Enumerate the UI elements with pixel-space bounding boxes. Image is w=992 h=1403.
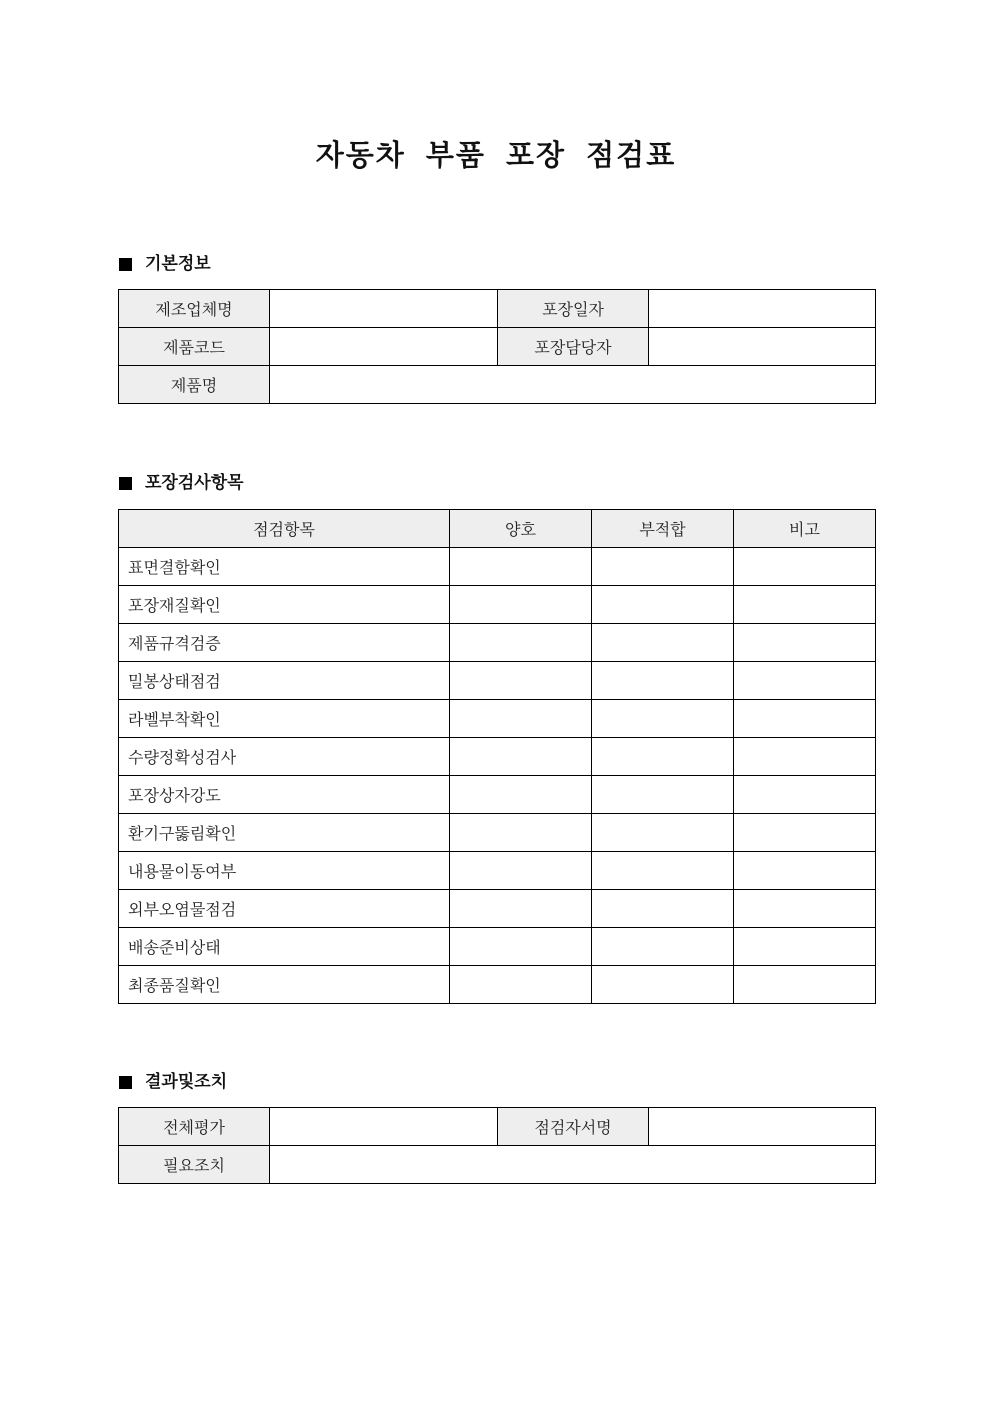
table-row [119, 586, 876, 624]
good-cell[interactable] [450, 852, 592, 890]
packing-date-field[interactable] [649, 290, 876, 328]
page-title: 자동차 부품 포장 점검표 [315, 138, 677, 172]
remarks-cell[interactable] [734, 586, 876, 624]
inspector-signature-field[interactable] [649, 1108, 876, 1146]
remarks-cell[interactable] [734, 852, 876, 890]
required-action-field[interactable] [270, 1146, 876, 1184]
basic-info-table [118, 289, 876, 404]
table-row [119, 700, 876, 738]
good-cell[interactable] [450, 586, 592, 624]
inspector-signature-label: 점검자서명 [498, 1108, 649, 1146]
product-code-label: 제품코드 [119, 328, 270, 366]
section-heading-label: 기본정보 [145, 254, 211, 274]
table-row [119, 290, 876, 328]
product-name-field[interactable] [270, 366, 876, 404]
good-cell[interactable] [450, 548, 592, 586]
good-cell[interactable] [450, 738, 592, 776]
square-bullet-icon [119, 477, 132, 490]
nonconforming-cell[interactable] [592, 814, 734, 852]
good-cell[interactable] [450, 890, 592, 928]
inspection-item: 포장재질확인 [119, 586, 450, 624]
remarks-cell[interactable] [734, 928, 876, 966]
good-cell[interactable] [450, 700, 592, 738]
overall-evaluation-field[interactable] [270, 1108, 498, 1146]
nonconforming-cell[interactable] [592, 624, 734, 662]
section-heading-inspection [119, 471, 244, 495]
table-row [119, 852, 876, 890]
inspection-item: 환기구뚫림확인 [119, 814, 450, 852]
packing-date-label: 포장일자 [498, 290, 649, 328]
inspection-item: 내용물이동여부 [119, 852, 450, 890]
inspection-item: 밀봉상태점검 [119, 662, 450, 700]
inspection-item: 배송준비상태 [119, 928, 450, 966]
column-header-remarks: 비고 [734, 510, 876, 548]
inspection-item: 제품규격검증 [119, 624, 450, 662]
nonconforming-cell[interactable] [592, 776, 734, 814]
required-action-label: 필요조치 [119, 1146, 270, 1184]
table-row [119, 966, 876, 1004]
inspection-item: 포장상자강도 [119, 776, 450, 814]
table-row [119, 624, 876, 662]
manufacturer-field[interactable] [270, 290, 498, 328]
remarks-cell[interactable] [734, 890, 876, 928]
inspection-item: 라벨부착확인 [119, 700, 450, 738]
section-heading-label: 결과및조치 [145, 1072, 228, 1092]
inspection-item: 수량정확성검사 [119, 738, 450, 776]
column-header-good: 양호 [450, 510, 592, 548]
remarks-cell[interactable] [734, 662, 876, 700]
nonconforming-cell[interactable] [592, 586, 734, 624]
remarks-cell[interactable] [734, 624, 876, 662]
inspection-table [118, 509, 876, 1004]
column-header-nonconforming: 부적합 [592, 510, 734, 548]
remarks-cell[interactable] [734, 776, 876, 814]
result-table [118, 1107, 876, 1184]
table-row [119, 776, 876, 814]
remarks-cell[interactable] [734, 548, 876, 586]
good-cell[interactable] [450, 966, 592, 1004]
remarks-cell[interactable] [734, 814, 876, 852]
table-row [119, 814, 876, 852]
good-cell[interactable] [450, 624, 592, 662]
packer-label: 포장담당자 [498, 328, 649, 366]
good-cell[interactable] [450, 814, 592, 852]
overall-evaluation-label: 전체평가 [119, 1108, 270, 1146]
table-header-row [119, 510, 876, 548]
section-heading-label: 포장검사항목 [145, 473, 244, 493]
inspection-item: 최종품질확인 [119, 966, 450, 1004]
remarks-cell[interactable] [734, 966, 876, 1004]
table-row [119, 662, 876, 700]
remarks-cell[interactable] [734, 738, 876, 776]
table-row [119, 890, 876, 928]
nonconforming-cell[interactable] [592, 966, 734, 1004]
nonconforming-cell[interactable] [592, 738, 734, 776]
good-cell[interactable] [450, 662, 592, 700]
square-bullet-icon [119, 258, 132, 271]
column-header-item: 점검항목 [119, 510, 450, 548]
product-name-label: 제품명 [119, 366, 270, 404]
section-heading-result [119, 1070, 227, 1094]
table-row [119, 738, 876, 776]
table-row [119, 928, 876, 966]
packer-field[interactable] [649, 328, 876, 366]
nonconforming-cell[interactable] [592, 548, 734, 586]
good-cell[interactable] [450, 776, 592, 814]
table-row [119, 366, 876, 404]
remarks-cell[interactable] [734, 700, 876, 738]
nonconforming-cell[interactable] [592, 700, 734, 738]
nonconforming-cell[interactable] [592, 852, 734, 890]
section-heading-basic-info [119, 252, 211, 276]
table-row [119, 328, 876, 366]
table-row [119, 1108, 876, 1146]
good-cell[interactable] [450, 928, 592, 966]
inspection-item: 표면결함확인 [119, 548, 450, 586]
inspection-item: 외부오염물점검 [119, 890, 450, 928]
nonconforming-cell[interactable] [592, 928, 734, 966]
nonconforming-cell[interactable] [592, 890, 734, 928]
product-code-field[interactable] [270, 328, 498, 366]
nonconforming-cell[interactable] [592, 662, 734, 700]
table-row [119, 1146, 876, 1184]
manufacturer-label: 제조업체명 [119, 290, 270, 328]
table-row [119, 548, 876, 586]
square-bullet-icon [119, 1076, 132, 1089]
